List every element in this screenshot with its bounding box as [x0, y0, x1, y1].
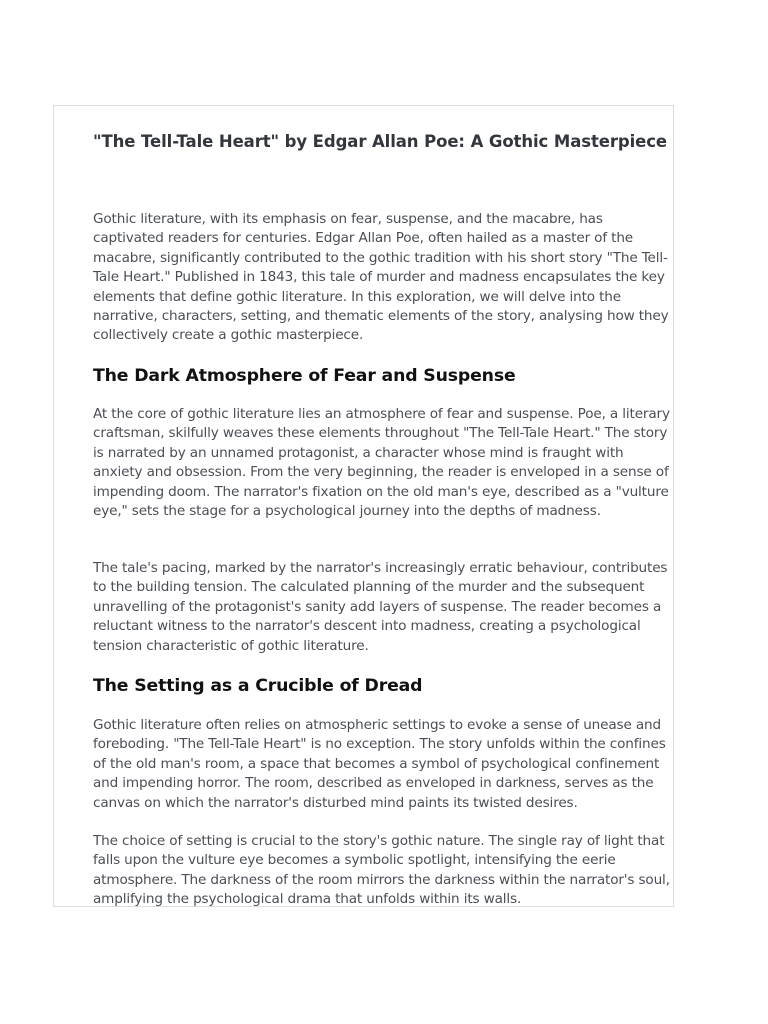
document-page: [53, 105, 674, 907]
section-setting-paragraph-1: Gothic literature often relies on atmospheric settings to evoke a sense of unease and foreboding. "The Tell-Tale Heart" is no exception. The story unfolds within the confines of the old man's room, a space that becomes a symbol of psychological confinement and impending horror. The room, described as enveloped in darkness, serves as the canvas on which the narrator's disturbed mind paints its twisted desires.: [93, 717, 666, 811]
section-heading-atmosphere: The Dark Atmosphere of Fear and Suspense: [93, 366, 516, 386]
section-heading-setting: The Setting as a Crucible of Dread: [93, 676, 423, 696]
document-title: "The Tell-Tale Heart" by Edgar Allan Poe: A Gothic Masterpiece: [93, 132, 667, 151]
section-atmosphere-paragraph-2: The tale's pacing, marked by the narrator's increasingly erratic behaviour, contributes to the building tension. The calculated planning of the murder and the subsequent unravelling of the protagonist's sanity add layers of suspense. The reader becomes a reluctant witness to the narrator's descent into madness, creating a psychological tension characteristic of gothic literature.: [93, 560, 668, 654]
section-setting-paragraph-2: The choice of setting is crucial to the story's gothic nature. The single ray of light that falls upon the vulture eye becomes a symbolic spotlight, intensifying the eerie atmosphere. The darkness of the room mirrors the darkness within the narrator's soul, amplifying the psychological drama that unfolds within its walls.: [93, 833, 670, 907]
section-atmosphere-paragraph-1: At the core of gothic literature lies an atmosphere of fear and suspense. Poe, a literary craftsman, skilfully weaves these elements throughout "The Tell-Tale Heart." The story is narrated by an unnamed protagonist, a character whose mind is fraught with anxiety and obsession. From the very beginning, the reader is enveloped in a sense of impending doom. The narrator's fixation on the old man's eye, described as a "vulture eye," sets the stage for a psychological journey into the depths of madness.: [93, 406, 670, 520]
intro-paragraph: Gothic literature, with its emphasis on fear, suspense, and the macabre, has captivated readers for centuries. Edgar Allan Poe, often hailed as a master of the macabre, significantly contributed to the gothic tradition with his short story "The Tell-Tale Heart." Published in 1843, this tale of murder and madness encapsulates the key elements that define gothic literature. In this exploration, we will delve into the narrative, characters, setting, and thematic elements of the story, analysing how they collectively create a gothic masterpiece.: [93, 211, 669, 344]
